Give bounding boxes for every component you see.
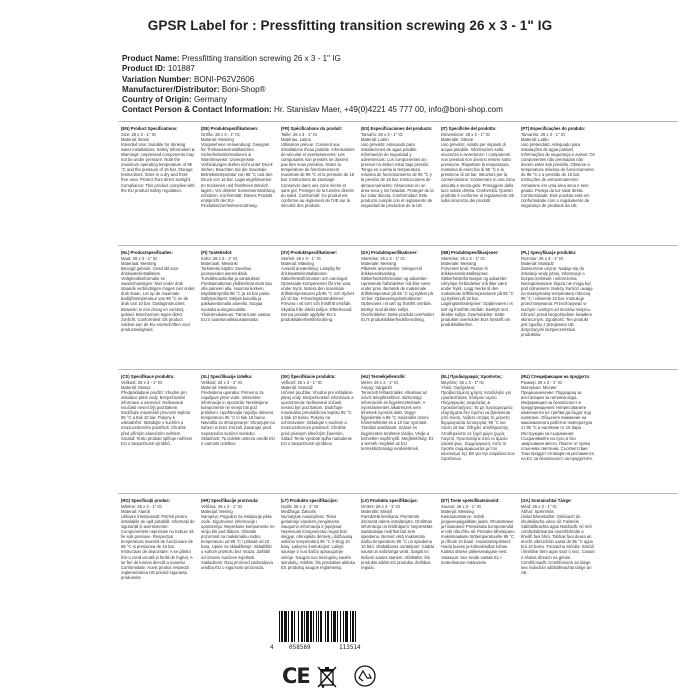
spec-text: Предназначение: Подходящ за инсталации за питейна вода. Информация за безопасност и предупреждения: Непресованите компоненти не трябва да бъдат под налягане. Обърнете внимание на максималната работна температура от 95 °C и налягане от 16 бара. Инструкции за съхранение: Съхранявайте на сухо и без замръзване място. Пазете от пряка слънчева светлина. Съответствие: Този продукт отговаря на регламента на ЕС за безопасност на продуктите. xyxy=(521,389,594,461)
spec-heading: (RO) Specificații produs: xyxy=(121,498,171,503)
spec-line: Materiaali: Messinki xyxy=(201,260,238,266)
spec-heading: (PL) Specyfikacje produktu: xyxy=(521,250,577,255)
spec-line: Material: Alamă xyxy=(121,508,150,514)
spec-block xyxy=(438,246,518,369)
spec-line: Material: Medenina xyxy=(201,384,237,390)
spec-block xyxy=(278,370,358,493)
spec-line: Größe: 26 x 3 - 1" IG xyxy=(201,131,240,137)
info-row xyxy=(122,85,682,95)
spec-block xyxy=(518,494,598,612)
spec-block xyxy=(518,122,598,245)
spec-heading: (FR) Spécifications du produit: xyxy=(281,126,343,131)
weee-crossed-bin-icon xyxy=(316,665,338,689)
spec-text: Namjena: Pogodno za instalacije pitke vode. Sigurnosne informacije i upozorenja: Neprešane komponente ne smiju biti pod tlakom. Obratite pozornost na maksimalnu radnu temperaturu od 95 °C i pritisak od 10 bara. Upute za skladištenje: Skladištiti u suhom prostoru bez mraza. Zaštititi od izravne sunčeve svjetlosti. Sukladnost: Ovaj proizvod zadovoljava uredbu EU o sigurnosti proizvoda. xyxy=(201,513,275,570)
spec-block xyxy=(198,494,278,612)
info-label: Country of Origin: xyxy=(122,95,192,105)
barcode-lead-digit: 4 xyxy=(270,644,274,651)
spec-line: Izmērs: 26 x 3 - 1" IG xyxy=(361,503,401,509)
spec-line: Tamaño: 26 x 3 - 1" IG xyxy=(361,131,403,137)
spec-heading: (DE) Produktspezifikationen: xyxy=(201,126,259,131)
spec-line: Tamanho: 26 x 3 - 1" IG xyxy=(521,131,566,137)
spec-heading: (IT) Specifiche del prodotto: xyxy=(441,126,497,131)
spec-block xyxy=(358,246,438,369)
spec-band xyxy=(118,493,678,612)
spec-line: Dydis: 26 x 3 - 1" IG xyxy=(281,503,319,509)
spec-line: Υλικό: Ορείχαλκος xyxy=(441,384,475,390)
spec-text: Avsedd användning: Lämplig för dricksvatteninstallationer. Säkerhetsinformation och varningar: Opressade komponenter får inte vara under tryck. Notera den maximala driftstemperaturen på 95 °C och trycket på 10 bar. Förvaringsinstruktioner: Förvara i ett torrt och frostfritt område. Skydda från direkt solljus. Efterlevnad: Denna produkt uppfyller EU:s produktsäkerhetsförordning. xyxy=(281,265,354,322)
spec-block xyxy=(518,246,598,369)
spec-text: Utilisation prévue: Convient aux installations d'eau potable. Informations de sécurité et avertissements: Les composants non pressés ne doivent pas être sous pression. Notez la température de fonctionnement maximale de 95 °C et la pression de 16 bar. Instructions de stockage: Conserver dans une zone sèche et sans gel. Protéger de la lumière directe du soleil. Conformité: Ce produit est conforme au règlement de l'UE sur la sécurité des produits. xyxy=(281,141,355,208)
spec-line: Materiał: Mosiądz xyxy=(521,260,554,266)
spec-block xyxy=(358,494,438,612)
spec-line: Materiale: Messing xyxy=(361,260,397,266)
spec-heading: (LT) Produkto specifikacijos: xyxy=(281,498,339,503)
spec-text: Zamierzone użycie: Nadaje się do instalacji wody pitnej. Informacje o bezpieczeństwie i ostrzeżenia: Niezaprasowane złącza nie mogą być pod ciśnieniem. Należy zwrócić uwagę na maksymalną temperaturę roboczą 95 °C i ciśnienie 10 bar. Instrukcje przechowywania: Przechowywać w suchym i wolnym od mrozów miejscu. Chronić przed bezpośrednim światłem słonecznym. Zgodność: Ten produkt jest zgodny z przepisami UE dotyczącymi bezpieczeństwa produktów. xyxy=(521,265,593,337)
spec-block xyxy=(438,122,518,245)
spec-text: Predvidena uporaba: Primerno za napeljave pitne vode. Varnostne informacije in opozorila: Nestisnjene komponente ne smejo biti pod pritiskom. Upoštevajte najvišjo delovno temperaturo 95 °C in tlak 16 barov. Navodila za shranjevanje: Shranjujte na suhem in brez zmrzali. Zavarujte pred neposredno sončno svetlobo. Skladnost: Ta izdelek ustreza uredbi EU o varnosti izdelkov. xyxy=(201,389,275,446)
spec-heading: (NL) Productspecificaties: xyxy=(121,250,173,255)
spec-line: Veľkosť: 26 x 3 - 1" IG xyxy=(281,379,323,385)
spec-heading: (SL) Specifikacije izdelka: xyxy=(201,374,253,379)
spec-band xyxy=(118,121,678,245)
barcode-bars xyxy=(275,611,389,644)
spec-line: Размер: 26 x 3 - 1" IG xyxy=(521,379,563,385)
spec-heading: (EL) Προδιαγραφές προϊόντος: xyxy=(441,374,503,379)
info-label: Product ID: xyxy=(122,64,166,74)
info-value: Hr. Stanislav Maer, +49(0)4221 45 777 00, info@boni-shop.com xyxy=(274,105,503,115)
spec-line: Material: Mässing xyxy=(281,260,314,266)
info-value: Germany xyxy=(193,95,228,105)
barcode-right-group: 113514 xyxy=(339,644,361,651)
page-title: GPSR Label for : Pressfitting transition screwing 26 x 3 - 1" IG xyxy=(147,18,553,33)
spec-line: Storlek: 26 x 3 - 1" IG xyxy=(281,255,321,261)
spec-block xyxy=(438,494,518,612)
spec-line: Материал: Месинг xyxy=(521,384,557,390)
spec-text: Uso previsto: Adatto per impianti di acqua potabile. Informazioni sulla sicurezza e avvertenze: I componenti non pressati non devono essere sotto pressione. Rispettare la temperatura massima di esercizio di 95 °C e la pressione di 16 bar. Istruzioni per la conservazione: Conservare in una zona asciutta e senza gelo. Proteggere dalla luce solare diretta. Conformità: Questo prodotto è conforme al regolamento UE sulla sicurezza dei prodotti. xyxy=(441,141,515,203)
info-value: 101887 xyxy=(167,64,195,74)
spec-line: Taille: 26 x 3 - 1" IG xyxy=(281,131,318,137)
ce-mark: CE xyxy=(282,664,310,688)
spec-text: Utilizare intenționată: Potrivit pentru instalațiile de apă potabilă. Informații de siguranță și avertismente: Componentele nepresate nu trebuie să fie sub presiune. Respectați temperatura maximă de funcționare de 95 °C și presiunea de 16 bar. Instrucțiuni de depozitare: A se păstra într-o zonă uscată și ferită de îngheț. A se feri de lumina directă a soarelui. Conformitate: Acest produs respectă reglementarea UE privind siguranța produselor. xyxy=(121,513,195,580)
spec-line: Materijal: Mesing xyxy=(201,508,233,514)
spec-line: Mărime: 26 x 3 - 1" IG xyxy=(121,503,162,509)
spec-line: Materiál: Mosaz xyxy=(121,384,151,390)
spec-text: Προβλεπόμενη χρήση: Κατάλληλο για εγκαταστάσεις πόσιμου νερού. Πληροφορίες ασφαλείας & προειδοποιήσεις: Τα μη πρεσαρισμένα εξαρτήματα δεν πρέπει να βρίσκονται υπό πίεση. Λάβετε υπόψη τη μέγιστη θερμοκρασία λειτουργίας 95 °C και πίεση 16 bar. Οδηγίες αποθήκευσης: Αποθηκεύστε σε ξηρό χώρο χωρίς παγετό. Προστατέψτε από το άμεσο ηλιακό φως. Συμμόρφωση: Αυτό το προϊόν συμμορφώνεται με τον κανονισμό της ΕΕ για την ασφάλεια των προϊόντων. xyxy=(441,389,515,461)
spec-block xyxy=(358,122,438,245)
spec-band xyxy=(118,245,678,369)
spec-block xyxy=(198,246,278,369)
spec-heading: (HU) Termékjellemzők: xyxy=(361,374,406,379)
spec-heading: (HR) Specifikacije proizvoda: xyxy=(201,498,259,503)
spec-heading: (CS) Specifikace produktu: xyxy=(121,374,175,379)
info-row xyxy=(122,75,682,85)
spec-block xyxy=(278,494,358,612)
info-row xyxy=(122,54,682,64)
info-label: Product Name: xyxy=(122,54,180,63)
barcode xyxy=(270,611,389,651)
spec-text: Paredzētā lietošana: Piemērots dzeramā ūdens instalācijām. Drošības informācija un brīdinājumi: Nepresētās sastāvdaļas nedrīkst būt zem spiediena. Ņemiet vērā maksimālo darba temperatūru 95 °C un spiedienu 10 bāri. Glabāšanas norādījumi: Glabāt sausā un salizturīgā vietā. Sargāt no tiešiem saules stariem. Atbilstība: Šis produkts atbilst ES produktu drošības regulai. xyxy=(361,513,434,570)
spec-heading: (SV) Produktspecifikationer: xyxy=(281,250,338,255)
spec-heading: (PT) Especificações do produto: xyxy=(521,126,586,131)
spec-line: Rozmiar: 26 x 3 - 1" IG xyxy=(521,255,564,261)
spec-text: Určené použitie: Vhodné pre inštalácie pitnej vody. Bezpečnostné informácie a upozornenia: Nelisované súčasti nesmú byť pod tlakom. Dodržujte maximálnu prevádzkovú teplotu 95 °C a tlak 10 barov. Pokyny na uchovávanie: Skladujte v suchom a mrazuvzdornom prostredí. Chráňte pred priamym slnečným žiarením. Súlad: Tento výrobok spĺňa nariadenie EÚ o bezpečnosti výrobkov. xyxy=(281,389,354,446)
spec-block xyxy=(278,122,358,245)
spec-block xyxy=(518,370,598,493)
spec-line: Materiale: Ottone xyxy=(441,136,474,142)
spec-line: Material: Latão xyxy=(521,136,549,142)
spec-line: Suurus: 26 x 3 - 1" IG xyxy=(441,503,482,509)
spec-text: Vorgesehene Verwendung: Geeignet für Trinkwasserinstallationen. Sicherheitsinformationen & Warnhinweise: Unverpresste Verbindungen dürfen nicht unter Druck stehen. Beachten Sie die maximale Betriebstemperatur von 95 °C und den Druck von 16 bar. Lagerungshinweise: Im trockenen und frostfreien Bereich lagern. Vor direkter Sonneneinstrahlung schützen. Konformität: Dieses Produkt entspricht der EU-Produktsicherheitsverordnung. xyxy=(201,141,275,208)
spec-line: Materiál: Mosadz xyxy=(281,384,313,390)
info-label: Variation Number: xyxy=(122,74,192,84)
spec-text: Předpokládané použití: Vhodné pro instalace pitné vody. Bezpečnostní informace a varování: Nelisované součásti nesmí být pod tlakem. Dodržujte maximální provozní teplotu 95 °C a tlak 10 bar. Pokyny k uskladnění: Skladujte v suchém a mrazuvzdorném prostředí. Chraňte před přímým slunečním světlem. Soulad: Tento produkt splňuje nařízení EU o bezpečnosti výrobků. xyxy=(121,389,193,446)
spec-line: Materjal: Messing xyxy=(441,508,474,514)
spec-block xyxy=(278,246,358,369)
spec-heading: (NB) Produktspesifikasjoner: xyxy=(441,250,499,255)
spec-line: Størrelse: 26 x 3 - 1" IG xyxy=(361,255,405,261)
spec-text: Forventet bruk: Passer til drikkevannsinstallasjoner. Sikkerhetsinformasjon og advarsler: Ukrympe forbindelser må ikke være under trykk. Legg merke til den maksimale driftstemperaturen på 95 °C og trykket på 16 bar. Lagringsinstruksjoner: Oppbevares i et tørt og frostfritt område. Beskytt mot direkte sollys. Overholdelse: Dette produktet overholder EUs forskrift om produktsikkerhet. xyxy=(441,265,514,327)
spec-line: Méid: 26 x 3 - 1" IG xyxy=(521,503,557,509)
spec-line: Materiāls: Misiņš xyxy=(361,508,393,514)
info-value: Boni-Shop® xyxy=(221,84,266,94)
spec-text: Kasutusotstarve: Sobib joogiveepaigaldiste jaoks. Ohutusteave ja hoiatused: Pressimata komponendid ei tohi olla rõhu all. Pöörake tähelepanu maksimaalsele töötemperatuurile 95 °C ja rõhule 10 baari. Hoiustamisjuhised: Hoida kuivas ja külmakindlas kohas. Kaitsta otsese päikesevalguse eest. Vastavus: See toode vastab EL-i tooteohutuse määrusele. xyxy=(441,513,515,565)
spec-block xyxy=(198,122,278,245)
recycling-mobius-icon xyxy=(352,664,378,688)
spec-line: Μέγεθος: 26 x 3 - 1" IG xyxy=(441,379,484,385)
spec-text: Beoogd gebruik: Geschikt voor drinkwaterinstallaties. Veiligheidsinformatie en waarschuwingen: Niet onder druk staande verbindingen mogen niet onder druk staan. Let op de maximale bedrijfstemperatuur van 95 °C en de druk van 10 bar. Opslaginstructies: Bewaren in een droog en vorstvrij gebied. Beschermen tegen direct zonlicht. Conformiteit: Dit product voldoet aan de EU-voorschriften voor productveiligheid. xyxy=(121,265,195,332)
spec-heading: (DA) Produktspecifikationer: xyxy=(361,250,418,255)
spec-line: Matériau: Laiton xyxy=(281,136,312,142)
spec-block xyxy=(118,494,198,612)
spec-line: Maat: 26 x 3 - 1" IG xyxy=(121,255,158,261)
spec-block xyxy=(198,370,278,493)
spec-heading: (SK) Špecifikácie produktu: xyxy=(281,374,336,379)
info-row xyxy=(122,105,682,115)
spec-line: Material: Messing xyxy=(201,136,234,142)
spec-text: Uso pretendido: Adequado para instalações de água potável. Informações de segurança e avisos: Os componentes não prensados não devem estar sob pressão. Observe a temperatura máxima de funcionamento de 95 °C e a pressão de 16 bar. Instruções de armazenamento: Armazene em uma área seca e sem geada. Proteja da luz solar direta. Conformidade: Este produto está em conformidade com o regulamento de segurança de produtos da UE. xyxy=(521,141,595,208)
spec-line: Veličina: 26 x 3 - 1" IG xyxy=(201,503,243,509)
spec-line: Medžiaga: Žalvaris xyxy=(281,508,317,514)
spec-line: Material: Brass xyxy=(121,136,149,142)
spec-heading: (ET) Toote spetsifikatsioonid: xyxy=(441,498,500,503)
spec-line: Velikost: 26 x 3 - 1" IG xyxy=(121,379,163,385)
spec-blocks xyxy=(118,121,678,612)
info-row xyxy=(122,95,682,105)
certification-marks xyxy=(282,664,392,688)
info-value: Pressfitting transition screwing 26 x 3 - 1" IG xyxy=(181,54,341,63)
spec-block xyxy=(438,370,518,493)
info-value: BONI-P62V2606 xyxy=(193,74,255,84)
spec-text: Tervezett felhasználás: Alkalmas az ivóvíz telepítésekhez. Biztonsági információk és figyelmeztetések: A nyomásmentes alkatrészek nem lehetnek nyomás alatt. Vegye figyelembe a 95 °C maximális üzemi hőmérsékletet és a 10 bar nyomást. Tárolási utasítások: Száraz és fagymentes területen tárolja. Védje a közvetlen napfénytől. Megfelelőség: Ez a termék megfelel az EU termékbiztonsági rendeletének. xyxy=(361,389,434,451)
spec-line: Materiale: Messing xyxy=(441,260,477,266)
spec-line: Dimensione: 26 x 3 - 1" IG xyxy=(441,131,490,137)
spec-heading: (RU) Спецификации на продукта: xyxy=(521,374,591,379)
info-label: Contact Person & Contact Information: xyxy=(122,105,272,115)
spec-text: Úsáid Bheartaithe: Oiriúnach do shuiteálacha uisce óil. Faisnéis Sábháilteachta agus Rabhadh: Ní mór comhpháirteanna neamhbhrúite a bheith faoi bhrú. Tabhair faoi deara an teocht oibriúcháin uasta de 95 °C agus brú 10 barra. Treoracha Stórála: Stóráil i limistéar tirim agus saor ó sioc. Cosain ó sholas díreach na gréine. Comhlíonadh: Comhlíonann an táirge seo rialachán sábháilteachta táirge an AE. xyxy=(521,513,595,575)
spec-line: Méret: 26 x 3 - 1" IG xyxy=(361,379,399,385)
spec-line: Material: Latón xyxy=(361,136,389,142)
spec-block xyxy=(118,370,198,493)
spec-text: Numatytas naudojimas: Tinka geriamojo vandens įrengimams. Saugumo informacija ir įspėjimai: Nepresuoti komponentai negali būti slėgyje. Atkreipkite dėmesį į didžiausią veikimo temperatūrą 95 °C ir slėgį 10 barų. Laikymo instrukcijos: Laikyti sausoje ir nuo šalčio apsaugotoje vietoje. Saugoti nuo tiesioginių saulės spindulių. Atitiktis: Šis produktas atitinka ES produktų saugos reglamentą. xyxy=(281,513,356,570)
spec-line: Koko: 26 x 3 - 1" IG xyxy=(201,255,238,261)
spec-block xyxy=(118,122,198,245)
barcode-left-group: 058569 xyxy=(289,644,311,651)
spec-text: Tarkoitettu käyttö: Soveltuu juomaveden asennuksiin. Turvallisuustiedot ja varoitukset: Puristamattomat yhdistelmät eivät saa olla paineen alla. Huomioi korkein käyttölämpötila 95 °C ja 16 bar paine. Säilytysohjeet: Säilytä kuivalla ja pakkasettomalla alueella. Suojaa suoralta auringonvalolta. Yhdenmukaisuus: Tämä tuote vastaa EU:n tuoteturvallisuusasetusta. xyxy=(201,265,272,322)
spec-line: Velikost: 26 x 3 - 1" IG xyxy=(201,379,243,385)
spec-line: Size: 26 x 3 - 1" IG xyxy=(121,131,157,137)
spec-line: Materiaal: Messing xyxy=(121,260,157,266)
spec-block xyxy=(358,370,438,493)
spec-heading: (LV) Produkta specifikācijas: xyxy=(361,498,418,503)
spec-line: Anyag: Sárgaréz xyxy=(361,384,393,390)
info-label: Manufacturer/Distributor: xyxy=(122,84,220,94)
spec-line: Ábhar: Sprémhás xyxy=(521,508,554,514)
product-info xyxy=(122,54,682,116)
info-row xyxy=(122,64,682,74)
spec-heading: (ES) Especificaciones del producto: xyxy=(361,126,433,131)
spec-heading: (EN) Product Specifications: xyxy=(121,126,178,131)
spec-heading: (GA) Sonraíochtaí Táirge: xyxy=(521,498,572,503)
spec-heading: (FI) Tuotetiedot: xyxy=(201,250,233,255)
spec-band xyxy=(118,369,678,493)
spec-text: Påtænkt anvendelse: Velegnet til drikkevandsanlæg. Sikkerhedsinformation og advarsler: Upressede forbindelser må ikke være under pres. Bemærk de maksimale driftstemperatur på 95 °C og trykket på 10 bar. Opbevaringsinstruktioner: Opbevares i et tørt og frostfrit område. Beskyt mod direkte sollys. Overholdelse: Dette produkt overholder EU's produktsikkerhedsforordning. xyxy=(361,265,435,322)
spec-text: Intended Use: Suitable for drinking water installations. Safety Information & Warnings: Unpressed components may not be under pressure. Note the maximum operating temperature of 95 °C and the pressure of 16 bar. Storage Instructions: Store in a dry and frost-free area. Protect from direct sunlight. Compliance: This product complies with the EU product safety regulation. xyxy=(121,141,195,193)
spec-line: Størrelse: 26 x 3 - 1" IG xyxy=(441,255,485,261)
spec-text: Uso previsto: Adecuado para instalaciones de agua potable. Información de seguridad y advertencias: Los componentes sin prensar no deben estar bajo presión. Tenga en cuenta la temperatura máxima de funcionamiento de 95 °C y la presión de 16 bar. Instrucciones de almacenamiento: Almacenar en un área seca y sin heladas. Proteger de la luz solar directa. Conformidad: Este producto cumple con el reglamento de seguridad de productos de la UE. xyxy=(361,141,434,208)
spec-block xyxy=(118,246,198,369)
